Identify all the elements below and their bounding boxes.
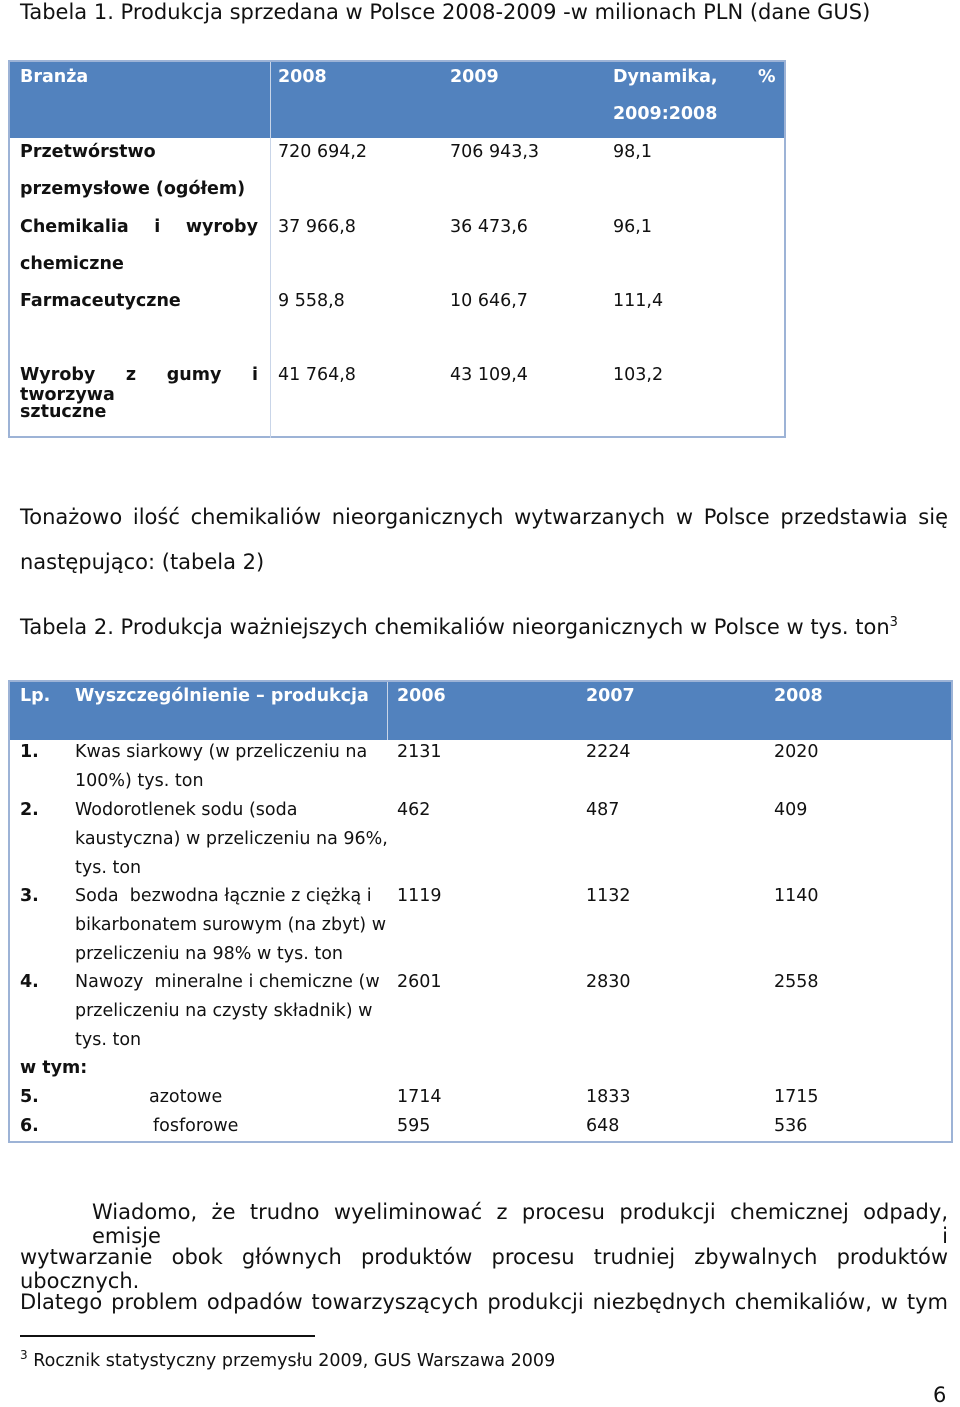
- table2-row3-item-line3: przeliczeniu na 98% w tys. ton: [75, 944, 343, 964]
- table2-footnote-ref: 3: [889, 615, 898, 630]
- table2-row5-2008: 1715: [774, 1087, 819, 1107]
- paragraph-waste: [20, 1200, 948, 1314]
- table1-caption: Tabela 1. Produkcja sprzedana w Polsce 2008-2009 -w milionach PLN (dane GUS): [20, 0, 871, 24]
- header-percent: %: [758, 67, 776, 87]
- row4-name-line2: sztuczne: [20, 402, 107, 422]
- table2-row6-lp: 6.: [20, 1116, 39, 1136]
- col-divider: [270, 62, 271, 438]
- row3-2008: 9 558,8: [278, 291, 345, 311]
- header-2008: 2008: [774, 686, 823, 706]
- table2-row3-2008: 1140: [774, 886, 819, 906]
- row3-2009: 10 646,7: [450, 291, 528, 311]
- table2-row2-item-line2: kaustyczna) w przeliczeniu na 96%,: [75, 829, 388, 849]
- table2-row2-lp: 2.: [20, 800, 39, 820]
- paragraph-waste-line3: Dlatego problem odpadów towarzyszących produkcji niezbędnych chemikaliów, w tym: [20, 1290, 948, 1314]
- row2-2009: 36 473,6: [450, 217, 528, 237]
- row2-dynamika: 96,1: [613, 217, 652, 237]
- table2-row2-2008: 409: [774, 800, 808, 820]
- table2-row4-2007: 2830: [586, 972, 631, 992]
- table2-row2-item-line3: tys. ton: [75, 858, 142, 878]
- table2-row3-item-line2: bikarbonatem surowym (na zbyt) w: [75, 915, 387, 935]
- row3-name: Farmaceutyczne: [20, 291, 181, 311]
- table2-row3-2006: 1119: [397, 886, 442, 906]
- table2-row1-item-line2: 100%) tys. ton: [75, 771, 204, 791]
- header-2008: 2008: [278, 67, 327, 87]
- table2-row3-lp: 3.: [20, 886, 39, 906]
- table2-row4-item-line1: Nawozy mineralne i chemiczne (w: [75, 972, 380, 992]
- header-dynamika-period: 2009:2008: [613, 104, 718, 124]
- table2-row4-item-line2: przeliczeniu na czysty składnik) w: [75, 1001, 373, 1021]
- row4-dynamika: 103,2: [613, 365, 664, 385]
- paragraph-intro-line2: następująco: (tabela 2): [20, 550, 265, 574]
- table2-row2-2007: 487: [586, 800, 620, 820]
- footnote-number: 3: [20, 1348, 28, 1362]
- table2-row3-2007: 1132: [586, 886, 631, 906]
- row2-2008: 37 966,8: [278, 217, 356, 237]
- row1-2008: 720 694,2: [278, 142, 368, 162]
- paragraph-waste-line1: Wiadomo, że trudno wyeliminować z procesu produkcji chemicznej odpady, emisje i: [92, 1200, 948, 1248]
- table2-row4-item-line3: tys. ton: [75, 1030, 142, 1050]
- table2-row5-2006: 1714: [397, 1087, 442, 1107]
- row1-dynamika: 98,1: [613, 142, 652, 162]
- table2-wtym-label: w tym:: [20, 1058, 88, 1078]
- row1-2009: 706 943,3: [450, 142, 540, 162]
- table2-row4-lp: 4.: [20, 972, 39, 992]
- table2-row2-item-line1: Wodorotlenek sodu (soda: [75, 800, 298, 820]
- table2-row1-lp: 1.: [20, 742, 39, 762]
- table2-caption: [20, 615, 898, 639]
- footnote-separator: [20, 1335, 315, 1337]
- table2: [8, 680, 953, 1143]
- header-2006: 2006: [397, 686, 446, 706]
- row1-name-line2: przemysłowe (ogółem): [20, 179, 246, 199]
- row3-dynamika: 111,4: [613, 291, 664, 311]
- header-2009: 2009: [450, 67, 499, 87]
- footnote-text: Rocznik statystyczny przemysłu 2009, GUS Warszawa 2009: [33, 1350, 556, 1371]
- header-branza: Branża: [20, 67, 89, 87]
- row4-2008: 41 764,8: [278, 365, 356, 385]
- table1: [8, 60, 786, 438]
- table2-row1-2008: 2020: [774, 742, 819, 762]
- table2-row6-2007: 648: [586, 1116, 620, 1136]
- row2-name-line2: chemiczne: [20, 254, 124, 274]
- table2-row1-item-line1: Kwas siarkowy (w przeliczeniu na: [75, 742, 368, 762]
- row4-2009: 43 109,4: [450, 365, 528, 385]
- paragraph-intro: [20, 505, 948, 574]
- paragraph-waste-line2: wytwarzanie obok głównych produktów procesu trudniej zbywalnych produktów ubocznych.: [20, 1245, 948, 1293]
- col-divider: [387, 682, 388, 740]
- paragraph-intro-line1: Tonażowo ilość chemikaliów nieorganicznych wytwarzanych w Polsce przedstawia się: [20, 505, 948, 529]
- table2-row5-lp: 5.: [20, 1087, 39, 1107]
- row2-name-line1: Chemikalia i wyroby: [20, 217, 258, 237]
- table2-row5-item: azotowe: [149, 1087, 223, 1107]
- row1-name-line1: Przetwórstwo: [20, 142, 156, 162]
- table2-row1-2007: 2224: [586, 742, 631, 762]
- table2-row6-item: fosforowe: [153, 1116, 239, 1136]
- table2-row1-2006: 2131: [397, 742, 442, 762]
- header-dynamika: Dynamika,: [613, 67, 718, 87]
- row4-name-line1: Wyroby z gumy i tworzywa: [20, 365, 258, 405]
- header-2007: 2007: [586, 686, 635, 706]
- page-number: 6: [933, 1383, 947, 1407]
- header-item: Wyszczególnienie – produkcja: [75, 686, 369, 706]
- table2-row5-2007: 1833: [586, 1087, 631, 1107]
- table2-row3-item-line1: Soda bezwodna łącznie z ciężką i: [75, 886, 372, 906]
- footnote: [20, 1348, 555, 1371]
- table2-row2-2006: 462: [397, 800, 431, 820]
- table2-row6-2006: 595: [397, 1116, 431, 1136]
- table2-row4-2008: 2558: [774, 972, 819, 992]
- header-lp: Lp.: [20, 686, 51, 706]
- table2-caption-text: Tabela 2. Produkcja ważniejszych chemikaliów nieorganicznych w Polsce w tys. ton: [20, 615, 890, 639]
- table2-row6-2008: 536: [774, 1116, 808, 1136]
- table2-row4-2006: 2601: [397, 972, 442, 992]
